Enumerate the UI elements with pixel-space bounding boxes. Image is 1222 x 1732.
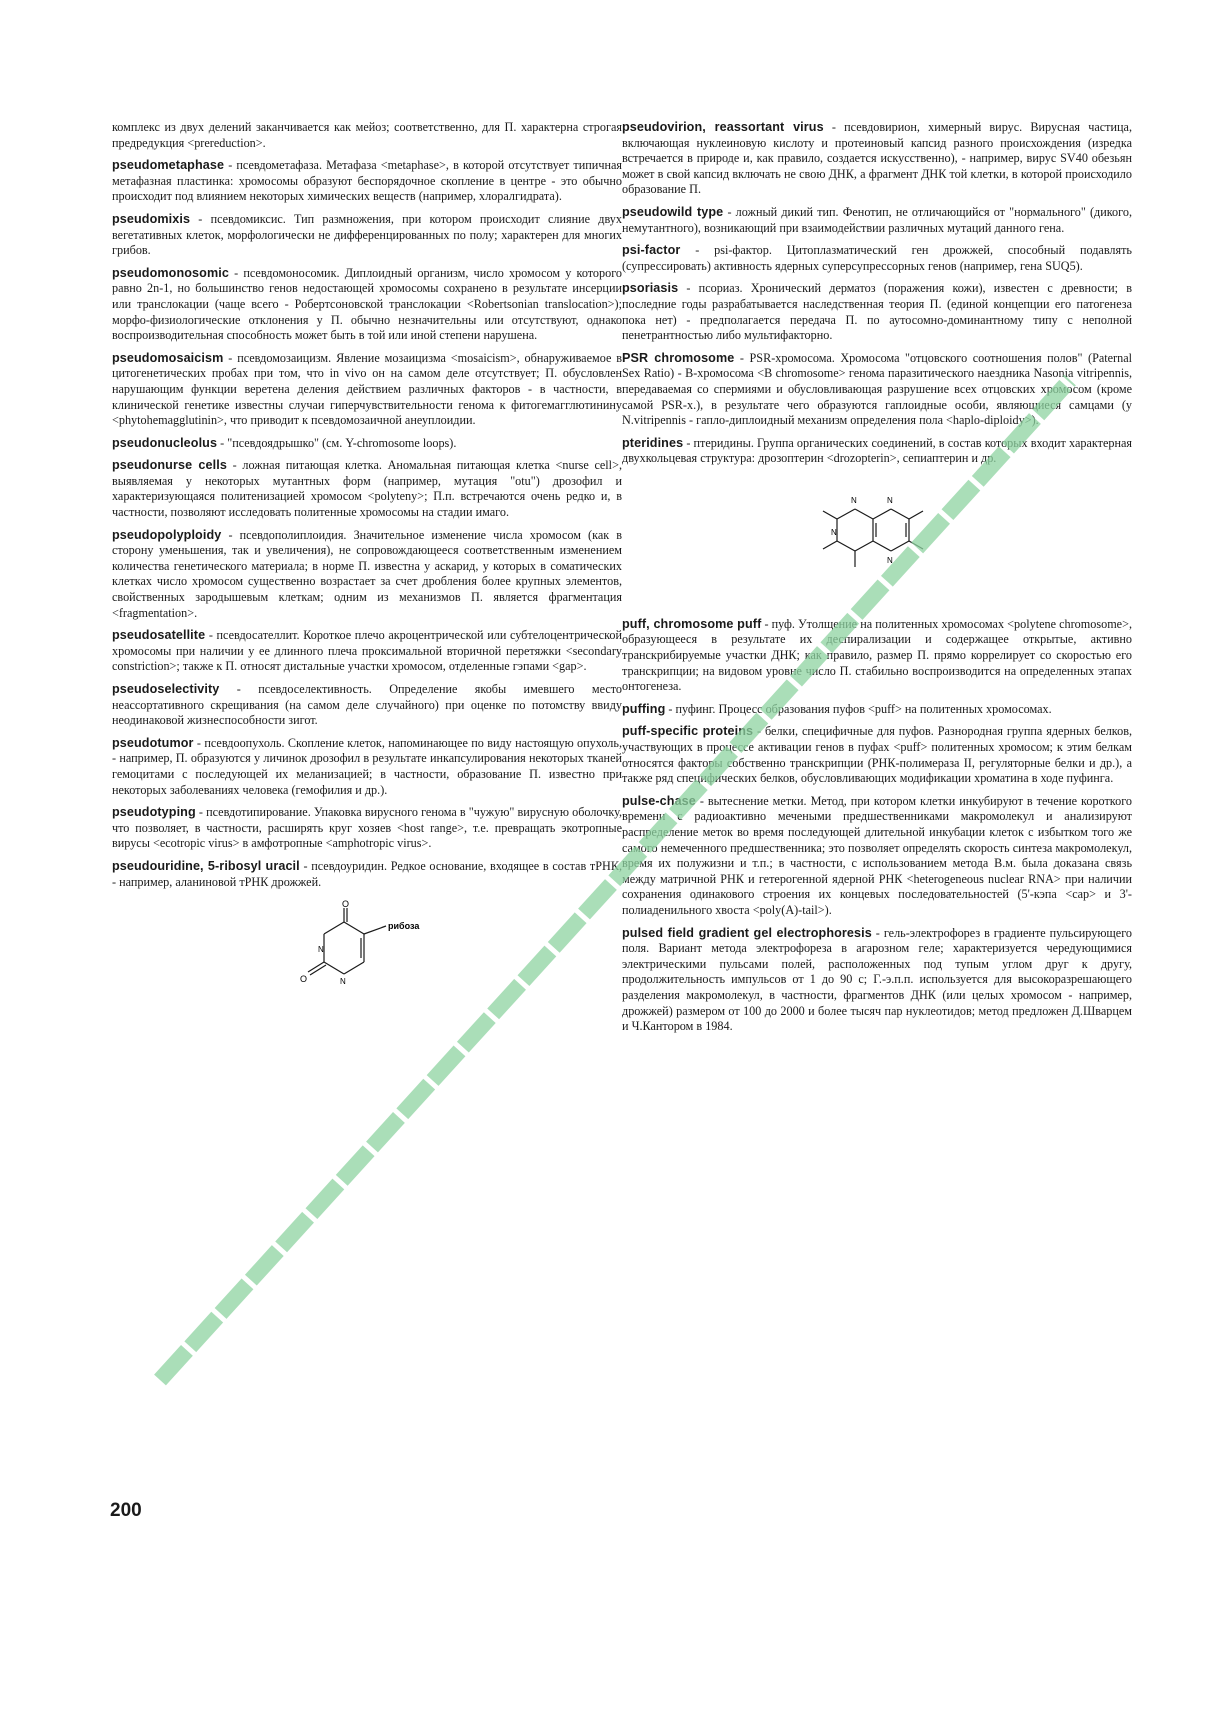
entry-definition: - псевдовирион, химерный вирус. Вирусная частица, включающая нуклеиновую кислоту и протеиновый капсид разного происхождения (изредка встречается в природе и, как правило, создается искусственно), - например, вирус SV40 обезьян может в свой капсид включать не свою ДНК, а фрагмент ДНК той клетки, в которой происходило образование П. <box>622 120 1132 197</box>
pteridine-structure-formula <box>807 477 947 597</box>
left-entry <box>112 736 622 798</box>
entry-definition: комплекс из двух делений заканчивается как мейоз; соответственно, для П. характерна строгая предредукция <prereduction>. <box>112 120 622 150</box>
right-entry-list-bottom <box>622 617 1132 1035</box>
pseudouridine-structure-formula <box>292 900 442 1015</box>
formula-atom-n-bottom: N <box>340 977 346 987</box>
entry-definition: - псевдомоносомик. Диплоидный организм, число хромосом у которого равно 2n-1, но большинство генов недостающей хромосомы сохранено в результате инсерции или транслокации (чаще всего - Робертсоновской транслокации <Robertsonian translocation>); морфо-физиологические отклонения у П. обычно незначительны или отсутствуют, однако воспроизводительная способность может быть в той или иной степени нарушена. <box>112 265 622 343</box>
entry-term: pseudowild type <box>622 204 724 219</box>
formula-ribose-label: рибоза <box>388 921 420 932</box>
entry-definition: - "псевдоядрышко" (см. Y-chromosome loops). <box>217 435 457 450</box>
entry-term: psoriasis <box>622 281 679 296</box>
right-column <box>622 120 1132 1042</box>
entry-definition: - псориаз. Хронический дерматоз (поражения кожи), известен с древности; в последние годы разрабатывается наследственная теория П. (единой концепции его патогенеза пока нет) - предполагается передача П. по аутосомно-доминантному типу с неполной пенетрантностью либо мультифакторно. <box>622 281 1132 343</box>
entry-term: pseudouridine, 5-ribosyl uracil <box>112 858 300 873</box>
entry-definition: - птеридины. Группа органических соединений, в состав которых входит характерная двухкольцевая структура: дрозоптерин <drozopterin>, сепиаптерин и др. <box>622 435 1132 466</box>
entry-term: pulse-chase <box>622 793 696 808</box>
entry-definition: - псевдотипирование. Упаковка вирусного генома в "чужую" вирусную оболочку, что позволяет, в частности, расширять круг хозяев <host range>, т.е. превращать экотропные вирусы <ecotropic virus> в амфотропные <amphotropic virus>. <box>112 805 622 851</box>
pteridine-atom-n-3: N <box>887 555 893 565</box>
left-entry <box>112 628 622 675</box>
entry-term: pseudonurse cells <box>112 458 227 473</box>
entry-definition: - псевдомозаицизм. Явление мозаицизма <mosaicism>, обнаруживаемое в цитогенетических пробах при том, что in vivo он на самом деле отсутствует; П. обусловлен нарушающим функции веретена деления действием различных факторов - в частности, в клинической генетике известны случаи гиперчувствительности генома к фитогемагглютинину <phytohemagglutinin>, что приводит к псевдомозаичной анеуплоидии. <box>112 350 622 428</box>
entry-definition: - псевдосателлит. Короткое плечо акроцентрической или субтелоцентрической хромосомы при наличии у ее длинного плеча проксимальной вторичной перетяжки <secondary constriction>; также к П. относят дистальные участки хромосом, отделенные гэпами <gap>. <box>112 628 622 674</box>
left-entry <box>112 266 622 344</box>
pteridine-atom-n-4: N <box>831 527 837 537</box>
entry-term: pteridines <box>622 435 684 450</box>
entry-term: pseudotyping <box>112 805 196 820</box>
entry-definition: - псевдомиксис. Тип размножения, при котором происходит слияние двух вегетативных клеток, морфологически не дифференцированных по полу; характерен для многих грибов. <box>112 211 622 258</box>
entry-term: pseudovirion, reassortant virus <box>622 120 824 134</box>
left-entry <box>112 351 622 429</box>
right-top-entry <box>622 243 1132 274</box>
right-top-entry <box>622 281 1132 343</box>
right-entry-list-top <box>622 120 1132 467</box>
entry-term: puffing <box>622 701 666 716</box>
entry-definition: - гель-электрофорез в градиенте пульсирующего поля. Вариант метода электрофореза в агарозном геле; характеризуется чередующимися электрическими пульсами полей, расположенных под тупым углом друг к другу, продолжительность импульсов от 1 до 90 с; Г.-э.п.п. используется для высокоразрешающего разделения макромолекул, в частности, фрагментов ДНК (или целых хромосом - например, дрожжей) размером от 100 до 2000 и более тысяч пар нуклеотидов; метод предложен Д.Шварцем и Ч.Кантором в 1984. <box>622 925 1133 1034</box>
entry-definition: - ложная питающая клетка. Аномальная питающая клетка <nurse cell>, выявляемая у некоторых мутантных форм (например, мутация "otu") дрозофил и характеризующаяся политенизацией хромосом <polyteny>; П.п. встречаются очень редко и, в частности, позволяют исследовать политенные хромосомы на стадии имаго. <box>112 458 622 520</box>
left-column <box>112 120 622 1035</box>
entry-term: puff-specific proteins <box>622 724 754 739</box>
entry-definition: - псевдоуридин. Редкое основание, входящее в состав тРНК, - например, аланиновой тРНК дрожжей. <box>112 858 622 889</box>
entry-definition: - псевдополиплоидия. Значительное изменение числа хромосом (как в сторону уменьшения, так и увеличения), не сопровождающееся соответственным изменением количества генетического материала; в норме П. известна у аскарид, у которых в соматических клетках число хромосом существенно возрастает за счет дробления более крупных элементов, свойственных зародышевым клеткам; одним из механизмов П. является фрагментация <fragmentation>. <box>112 527 622 620</box>
entry-term: pseudopolyploidy <box>112 527 222 542</box>
entry-definition: - пуф. Утолщение на политенных хромосомах <polytene chromosome>, образующееся в результате их деспирализации и содержащее открытые, активно транскрибируемые участки ДНК; как правило, размер П. прямо коррелирует со скоростью его транскрипции; на видовом уровне число П. стабильно воспроизводится на определенных этапах онтогенеза. <box>622 616 1133 694</box>
entry-term: pseudomixis <box>112 211 191 226</box>
right-bottom-entry <box>622 794 1132 919</box>
entry-definition: - ложный дикий тип. Фенотип, не отличающийся от "нормального" (дикого, немутантного), возникающий при взаимодействии различных мутаций данного гена. <box>622 204 1132 235</box>
entry-term: pseudoselectivity <box>112 682 220 696</box>
entry-term: puff, chromosome puff <box>622 616 762 631</box>
page-number: 200 <box>110 1500 142 1521</box>
left-entry <box>112 682 622 729</box>
right-bottom-entry <box>622 617 1132 695</box>
entry-definition: - псевдометафаза. Метафаза <metaphase>, в которой отсутствует типичная метафазная пластинка: хромосомы образуют беспорядочное скопление в центре - это обычно происходит под влиянием некоторых химических веществ (например, хлоралгидрата). <box>112 158 622 204</box>
right-top-entry <box>622 205 1132 236</box>
pteridine-atom-n-2: N <box>887 495 893 505</box>
right-bottom-entry <box>622 724 1132 786</box>
right-top-entry <box>622 120 1132 198</box>
formula-atom-n-left: N <box>318 945 324 955</box>
entry-definition: - псевдоопухоль. Скопление клеток, напоминающее по виду настоящую опухоль, - например, П. образуются у личинок дрозофил в результате инкапсулирования некоторых тканей гемоцитами с последующей их меланизацией; в частности, образование П. известно при некоторых заболеваниях человека (гемофилия и др.). <box>112 735 622 797</box>
entry-term: psi-factor <box>622 243 681 258</box>
entry-term: pseudometaphase <box>112 158 225 173</box>
right-bottom-entry <box>622 702 1132 718</box>
entry-term: pseudosatellite <box>112 628 206 643</box>
formula-atom-o-top: O <box>342 900 350 910</box>
left-entry-list <box>112 120 622 890</box>
right-top-entry <box>622 351 1132 429</box>
entry-definition: - вытеснение метки. Метод, при котором клетки инкубируют в течение короткого времени с радиоактивно мечеными предшественниками макромолекул и анализируют распределение меток во время последующей длительной инкубации клеток с избытком того же самого немеченного предшественника; это позволяет определять скорость синтеза макромолекул, время их полужизни и т.п.; в частности, с использованием метода В.м. была доказана связь между матричной РНК и гетерогенной ядерной РНК <heterogeneous nuclear RNA> при наличии сохранения одинакового строения их концевых последовательностей (5'-кэпа <cap> и 3'-полиаденильного хвоста <poly(A)-tail>). <box>622 793 1132 917</box>
right-top-entry <box>622 436 1132 467</box>
left-entry <box>112 528 622 622</box>
left-entry <box>112 212 622 259</box>
left-entry <box>112 158 622 205</box>
entry-definition: - белки, специфичные для пуфов. Разнородная группа ядерных белков, участвующих в процессе активации генов в пуфах <puff> политенных хромосом; к этим белкам относятся факторы собственно транскрипции (РНК-полимераза II, регуляторные белки и др.), а также ряд специфических белков, обусловливающих модификации хроматина в ходе пуфинга. <box>622 724 1133 786</box>
left-entry <box>112 436 622 452</box>
left-entry <box>112 120 622 151</box>
left-entry <box>112 805 622 852</box>
entry-term: pseudomonosomic <box>112 265 229 280</box>
entry-term: PSR chromosome <box>622 350 735 365</box>
entry-definition: - пуфинг. Процесс образования пуфов <puff> на политенных хромосомах. <box>665 701 1052 716</box>
pteridine-atom-n-1: N <box>851 495 857 505</box>
entry-term: pseudomosaicism <box>112 350 224 365</box>
entry-term: pseudonucleolus <box>112 435 218 450</box>
entry-definition: - PSR-хромосома. Хромосома "отцовского соотношения полов" (Paternal Sex Ratio) - В-хромосома <B chromosome> генома паразитического наездника Nasonia vitripennis, передаваемая со спермиями и обусловливающая разрушение всех отцовских хромосом (кроме самой PSR-х.), в результате чего образуются гаплоидные особи, являющиеся самцами (у N.vitripennis - гапло-диплоидный механизм определения пола <haplo-diploidy>). <box>622 350 1132 428</box>
entry-definition: - псевдоселективность. Определение якобы имевшего место неассортативного скрещивания (на самом деле случайного) при оценке по потомству ввиду неодинаковой жизнеспособности зигот. <box>112 682 622 728</box>
left-entry <box>112 859 622 890</box>
entry-definition: - psi-фактор. Цитоплазматический ген дрожжей, способный подавлять (супрессировать) активность ядерных суперсупрессорных генов (например, гена SUQ5). <box>622 243 1132 273</box>
right-bottom-entry <box>622 926 1132 1035</box>
left-entry <box>112 458 622 520</box>
entry-term: pseudotumor <box>112 735 194 750</box>
formula-atom-o-left: O <box>300 974 308 985</box>
entry-term: pulsed field gradient gel electrophoresis <box>622 925 872 940</box>
